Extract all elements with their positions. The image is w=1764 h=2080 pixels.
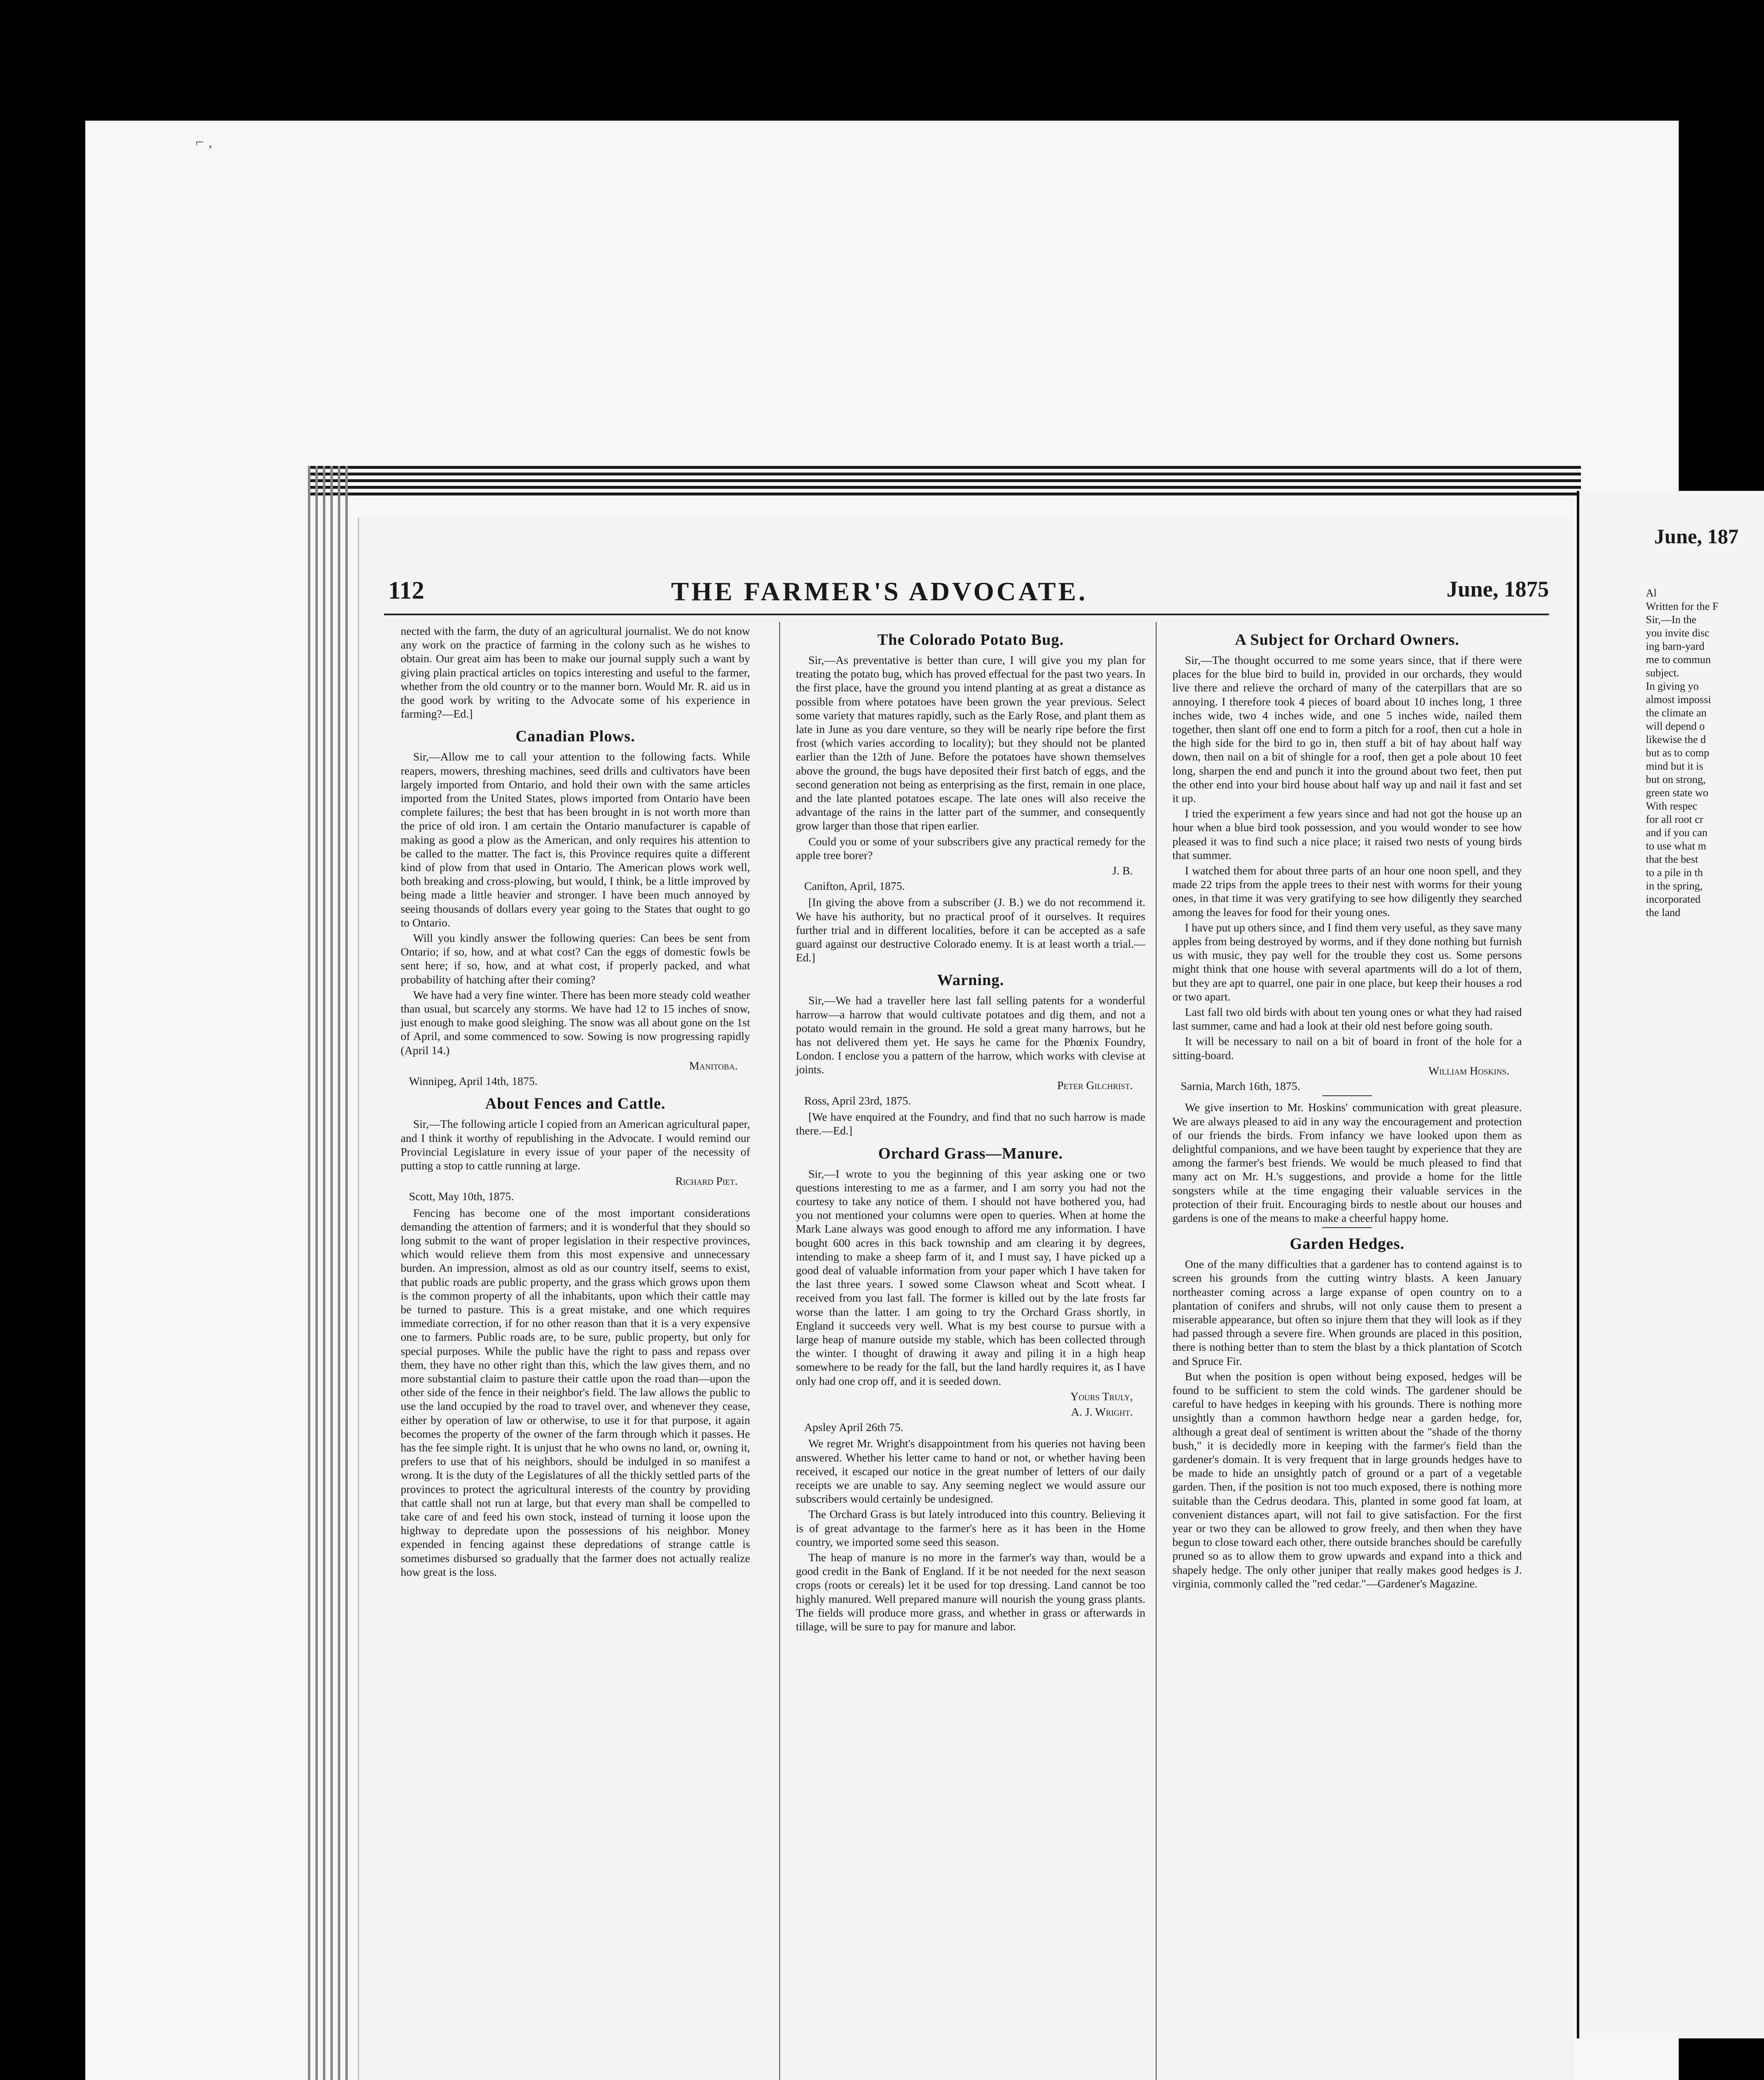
fragment-line: ing barn-yard	[1646, 640, 1705, 652]
paragraph: Sir,—As preventative is better than cure, I will give you my plan for treating the potato bug, which has proved effectual for the past two years. In the first place, have the ground you intend planting at as great a distance as possible from where potatoes have been grown the year previous. Select some variety that matures rapidly, such as the Early Rose, and plant them as late in June as you dare venture, so they will be nearly ripe before the first frost (which varies according to locality); but they should not be planted earlier than the 12th of June. Before the potatoes have shown themselves above the ground, the bugs have deposited their first batch of eggs, and the second generation not being as enterprising as the first, remain in one place, and the late planted potatoes escape. The late ones will also receive the advantage of the rains in the latter part of the summer, and consequently grow larger than those that ripen earlier.	[796, 654, 1145, 832]
paragraph: The Orchard Grass is but lately introduced into this country. Believing it is of great advantage to the farmer's here as it has been in the Home country, we imported some seed this season.	[796, 1508, 1145, 1548]
fragment-line: subject.	[1646, 667, 1680, 679]
dateline: Sarnia, March 16th, 1875.	[1181, 1080, 1301, 1093]
dateline: Apsley April 26th 75.	[804, 1421, 904, 1434]
fragment-line: that the best	[1646, 853, 1698, 865]
signature: J. B.	[1112, 864, 1133, 877]
signature: Manitoba.	[689, 1059, 738, 1072]
paragraph: Last fall two old birds with about ten young ones or what they had raised last summer, came and had a look at their old nest before going south.	[1172, 1005, 1522, 1033]
fragment-line: Written for the F	[1646, 600, 1719, 612]
article-heading-orchard-grass: Orchard Grass—Manure.	[878, 1144, 1063, 1162]
paragraph: I have put up others since, and I find them very useful, as they save many apples from being destroyed by worms, and if they done nothing but furnish us with music, they pay well for the trouble they cost us. Some persons might think that one house with several apartments will do a lot of them, but they are apt to quarrel, one pair in one place, but keep their houses a rod or two apart.	[1172, 921, 1522, 1003]
fragment-line: mind but it is	[1646, 760, 1703, 772]
article-heading-warning: Warning.	[937, 971, 1004, 989]
fragment-line: me to commun	[1646, 654, 1711, 666]
fragment-line: With respec	[1646, 800, 1697, 812]
dateline: Canifton, April, 1875.	[804, 879, 905, 893]
fragment-line: Sir,—In the	[1646, 614, 1697, 626]
fragment-line: and if you can	[1646, 827, 1708, 839]
article-continuation: nected with the farm, the duty of an agricultural journalist. We do not know any work on the practice of farming in the colony such as he wishes to obtain. Our great aim has been to make our journal supply such a want by giving plain practical articles on topics interesting and useful to the farmer, whether from the old country or to the manner born. Would Mr. R. aid us in the good work by writing to the Advocate some of his experience in farming?—Ed.]	[401, 624, 750, 721]
fragment-line: for all root cr	[1646, 813, 1703, 825]
signature: Peter Gilchrist.	[1057, 1078, 1133, 1092]
fragment-line: almost impossi	[1646, 693, 1711, 706]
fragment-line: In giving yo	[1646, 680, 1699, 692]
paragraph: We regret Mr. Wright's disappointment from his queries not having been answered. Whether his letter came to hand or not, or whether having been received, it escaped our notice in the great number of letters of our daily receipts we are unable to say. Any seeming neglect we would assure our subscribers would certainly be undesigned.	[796, 1437, 1145, 1506]
issue-date: June, 1875	[1446, 577, 1549, 602]
fragment-line: green state wo	[1646, 787, 1709, 799]
fragment-line: in the spring,	[1646, 880, 1703, 892]
paragraph: One of the many difficulties that a gardener has to contend against is to screen his grounds from the cutting wintry blasts. A keen January northeaster coming across a large expanse of open country on to a plantation of conifers and shrubs, will not only cause them to present a miserable appearance, but often so injure them that they will look as if they had passed through a severe fire. When grounds are placed in this position, there is nothing better than to stem the blast by a thick plantation of Scotch and Spruce Fir.	[1172, 1258, 1522, 1367]
fragment-line: incorporated	[1646, 893, 1701, 905]
fragment-line: you invite disc	[1646, 627, 1710, 639]
paragraph: It will be necessary to nail on a bit of board in front of the hole for a sitting-board.	[1172, 1035, 1522, 1062]
fragment-line: but on strong,	[1646, 773, 1706, 785]
column-1	[401, 624, 750, 1580]
paragraph: I watched them for about three parts of an hour one noon spell, and they made 22 trips from the apple trees to their nest with worms for their young ones, in that time it was very gratifying to see how diligently they searched among the leaves for food for their young ones.	[1172, 864, 1522, 919]
paragraph: The heap of manure is no more in the farmer's way than, would be a good credit in the Bank of England. If it be not needed for the next season crops (roots or cereals) let it be used for top dressing. Land cannot be too highly manured. Well prepared manure will nourish the young grass plants. The fields will produce more grass, and whether in grass or afterwards in tillage, will be sure to pay for manure and labor.	[796, 1550, 1145, 1633]
editor-note: [In giving the above from a subscriber (J. B.) we do not recommend it. We have his authority, but no practical proof of it ourselves. It requires further trial and in different localities, before it can be accepted as a safe guard against our destructive Colorado enemy. It is at least worth a trial.—Ed.]	[796, 896, 1145, 964]
column-3	[1172, 624, 1522, 1592]
fragment-line: the land	[1646, 906, 1681, 919]
paragraph: Sir,—The following article I copied from an American agricultural paper, and I think it worthy of republishing in the Advocate. I would remind our Provincial Legislature in every issue of your paper of the necessity of putting a stop to cattle running at large.	[401, 1117, 750, 1172]
signature: Richard Piet.	[675, 1174, 738, 1188]
right-page-text	[1646, 587, 1764, 919]
dateline: Ross, April 23rd, 1875.	[804, 1094, 911, 1107]
paragraph: Sir,—I wrote to you the beginning of this year asking one or two questions interesting to me as a farmer, and I am sorry you had not the courtesy to take any notice of them. I should not have bothered you, had you not mentioned your columns were open to queries. When at home the Mark Lane always was good enough to afford me any information. I have bought 600 acres in this back township and am clearing it by degrees, intending to make a sheep farm of it, and I must say, I have picked up a good deal of valuable information from your paper which I have taken for the last three years. I sowed some Clawson wheat and Scott wheat. I received from you last fall. The former is killed out by the late frosts far worse than the latter. I am going to try the Orchard Grass shortly, in England it succeeds very well. What is my best course to pursue with a large heap of manure outside my stable, which has been collected through the winter. I thought of drawing it away and piling it in a high heap somewhere to be ready for the fall, but the land hardly requires it, as I have only had one crop off, and it is seeded down.	[796, 1167, 1145, 1387]
paragraph: Fencing has become one of the most important considerations demanding the attention of farmers; and it is wonderful that they should so long submit to the want of proper legislation in their respective provinces, which would relieve them from this most expensive and unnecessary burden. An impression, almost as old as our country itself, seems to exist, that public roads are public property, and the grass which grows upon them is the common property of all the inhabitants, upon which their cattle may be turned to pasture. This is a great mistake, and one which requires immediate correction, if for no other reason than that it is a very expensive one to farmers. Public roads are, to be sure, public property, but only for special purposes. While the public have the right to pass and repass over them, they have no other right than this, which the law gives them, and no more substantial claim to pasture their cattle upon the road than—upon the other side of the fence in their neighbor's field. The law allows the public to use the land occupied by the road to travel over, and whenever they cease, either by operation of law or otherwise, to use it for that purpose, it again becomes the property of the owner of the farm through which it passes. He has the fee simple right. It is unjust that he who owns no land, or, owning it, prefers to use that of his neighbors, should be indulged in so manifest a wrong. It is the duty of the Legislatures of all the thickly settled parts of the provinces to protect the agricultural interests of the country by providing that cattle shall not run at large, but that every man shall be compelled to take care of and feed his own stock, instead of turning it loose upon the highway to depredate upon the possessions of his neighbor. Money expended in fencing against these depredations of strange cattle is sometimes disbursed so gradually that the farmer does not actually realize how great is the loss.	[401, 1206, 750, 1578]
signature: William Hoskins.	[1428, 1064, 1509, 1077]
fragment-line: but as to comp	[1646, 747, 1709, 759]
paragraph: We have had a very fine winter. There has been more steady cold weather than usual, but scarcely any storms. We have had 12 to 15 inches of snow, just enough to make good sleighing. The snow was all about gone on the 1st of April, and some commenced to sow. Sowing is now progressing rapidly (April 14.)	[401, 988, 750, 1057]
signature: Yours Truly,	[1070, 1389, 1133, 1403]
paragraph: Sir,—The thought occurred to me some years since, that if there were places for the blue bird to build in, provided in our orchards, they would live there and relieve the orchard of many of the caterpillars that are so annoying. I therefore took 4 pieces of board about 10 inches long, 1 three inches wide, two 4 inches wide, and one 5 inches wide, nailed them together, then slant off one end to form a pitch for a roof, then cut a hole in the high side for the bird to go in, then stuff a bit of hay about half way down, then nail on a bit of shingle for a roof, then get a pole about 10 feet long, sharpen the end and punch it into the ground about two feet, then put the other end into your bird house about half way up and nail it fast and set it up.	[1172, 654, 1522, 805]
article-heading-canadian-plows: Canadian Plows.	[515, 728, 635, 745]
signature: A. J. Wright.	[1071, 1405, 1133, 1418]
masthead-title: THE FARMER'S ADVOCATE.	[671, 577, 1088, 606]
article-heading-garden-hedges: Garden Hedges.	[1290, 1235, 1405, 1253]
separator-rule	[1322, 1227, 1372, 1228]
article-heading-potato-bug: The Colorado Potato Bug.	[877, 631, 1064, 649]
fragment-line: likewise the d	[1646, 733, 1706, 745]
fragment-line: Al	[1646, 587, 1657, 599]
column-2	[796, 624, 1145, 1635]
editor-note: We give insertion to Mr. Hoskins' communication with great pleasure. We are always pleased to aid in any way the encouragement and protection of our friends the birds. From infancy we have looked upon them as delightful companions, and we have been taught by experience that they are among the farmer's best friends. We would be much pleased to find that many act on Mr. H.'s suggestions, and provide a home for the little songsters while at the time engaging their valuable services in the protection of their fruit. Encouraging birds to nestle about our houses and gardens is one of the means to make a cheerful happy home.	[1172, 1101, 1522, 1224]
margin-pencil-mark: ⌐ ‚	[196, 134, 213, 150]
paragraph: Could you or some of your subscribers give any practical remedy for the apple tree borer?	[796, 834, 1145, 862]
right-page-header: June, 187	[1654, 525, 1739, 548]
paragraph: I tried the experiment a few years since and had not got the house up an hour when a blue bird took possession, and you would wonder to see how pleased it was to find such a nice place; it raised two nests of young birds that summer.	[1172, 807, 1522, 862]
dateline: Winnipeg, April 14th, 1875.	[409, 1075, 538, 1088]
fragment-line: will depend o	[1646, 720, 1705, 732]
header-rule	[384, 614, 1549, 615]
article-heading-orchard-owners: A Subject for Orchard Owners.	[1235, 631, 1459, 649]
right-page-fragment	[1577, 491, 1764, 2038]
editor-note: [We have enquired at the Foundry, and find that no such harrow is made there.—Ed.]	[796, 1110, 1145, 1137]
paragraph: Sir,—Allow me to call your attention to the following facts. While reapers, mowers, threshing machines, seed drills and cultivators have been largely imported from Ontario, and hold their own with the same articles imported from the United States, plows imported from Ontario have been complete failures; the best that has been brought in is not worth more than the price of old iron. I am certain the Ontario manufacturer is capable of making as good a plow as the American, and only requires his attention to be called to the matter. The fact is, this Province requires quite a different kind of plow from that used in Ontario. The American plows work well, both breaking and cross-plowing, but would, I think, be a little improved by being made a little heavier and stronger. I have been much annoyed by seeing thousands of dollars every year going to the States that ought to go to Ontario.	[401, 750, 750, 929]
page-number: 112	[388, 577, 424, 604]
column-divider	[779, 622, 780, 2080]
separator-rule	[1322, 1095, 1372, 1096]
paragraph: Will you kindly answer the following queries: Can bees be sent from Ontario; if so, how, and at what cost? Can the eggs of domestic fowls be sent here; if so, how, and at what cost, if properly packed, and what probability of hatching after their coming?	[401, 931, 750, 986]
fragment-line: to use what m	[1646, 840, 1707, 852]
paragraph: But when the position is open without being exposed, hedges will be found to be sufficient to stem the cold winds. The gardener should be careful to have hedges in keeping with his grounds. There is nothing more unsightly than a common hawthorn hedge near a garden hedge, for, although a great deal of sentiment is written about the "shade of the thorny bush," it is decidedly more in keeping with the farmer's field than the gardener's domain. It is very frequent that in large grounds hedges have to be made to hide an unsightly patch of ground or a part of a vegetable garden. Then, if the position is not too much exposed, there is nothing more suitable than the Cedrus deodara. This, planted in some good fat loam, at convenient distances apart, will not fail to give satisfaction. For the first year or two they can be allowed to grow freely, and then when they have begun to close toward each other, there outside branches should be carefully pruned so as to allow them to grow upwards and expand into a thick and shapely hedge. The only other juniper that really makes good hedges is J. virginia, commonly called the "red cedar."—Gardener's Magazine.	[1172, 1369, 1522, 1590]
newspaper-page	[358, 518, 1574, 2080]
fragment-line: the climate an	[1646, 707, 1707, 719]
fragment-line: to a pile in th	[1646, 867, 1703, 879]
column-divider	[1156, 622, 1157, 2080]
article-heading-fences: About Fences and Cattle.	[485, 1095, 666, 1113]
page-header	[388, 576, 1561, 618]
paragraph: Sir,—We had a traveller here last fall selling patents for a wonderful harrow—a harrow that would cultivate potatoes and dig them, and not a potato would remain in the ground. He sold a great many harrows, but he has not delivered them yet. He says he came for the Phœnix Foundry, London. I enclose you a pattern of the harrow, which works with clevise at joints.	[796, 994, 1145, 1076]
dateline: Scott, May 10th, 1875.	[409, 1190, 514, 1203]
